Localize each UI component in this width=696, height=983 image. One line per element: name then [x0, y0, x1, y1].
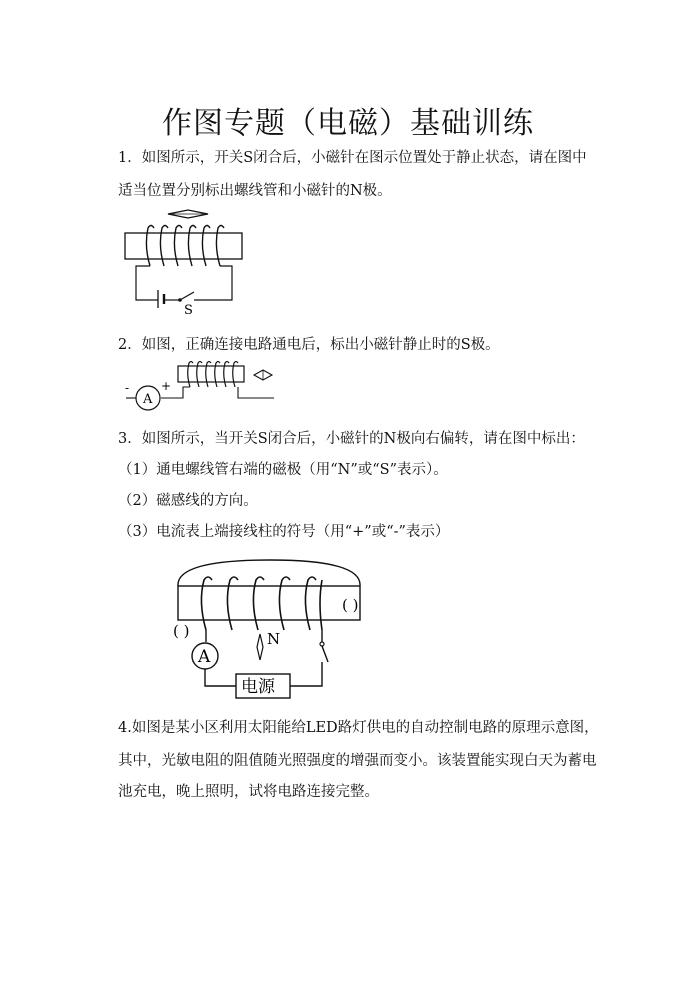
q3-item2: （2）磁感线的方向。	[118, 493, 258, 509]
q1-solenoid-core	[125, 233, 242, 259]
q1-switch-label: S	[184, 303, 193, 316]
q3-compass-needle	[257, 634, 263, 660]
q3-solenoid-core	[178, 586, 360, 620]
q1-figure	[118, 204, 258, 316]
q3-figure	[160, 550, 400, 710]
q3-needle-label: N	[267, 630, 281, 648]
q2-minus-terminal: -	[125, 381, 130, 395]
q2-ammeter-label: A	[143, 392, 153, 407]
q2-line1: 2．如图，正确连接电路通电后，标出小磁针静止时的S极。	[118, 337, 500, 353]
q3-item1: （1）通电螺线管右端的磁极（用“N”或“S”表示）。	[118, 462, 448, 478]
q3-source-label: 电源	[241, 677, 275, 697]
q3-ammeter-label: A	[198, 647, 211, 667]
q2-figure	[118, 357, 288, 413]
q3-right-bracket: ( )	[342, 596, 359, 614]
q2-plus-terminal: +	[161, 379, 172, 393]
q4-line2: 其中，光敏电阻的阻值随光照强度的增强而变小。该装置能实现白天为蓄电	[118, 753, 597, 769]
q1-line1: 1．如图所示，开关S闭合后，小磁针在图示位置处于静止状态，请在图中	[118, 150, 587, 166]
q4-line3: 池充电，晚上照明，试将电路连接完整。	[118, 784, 379, 800]
q3-item3: （3）电流表上端接线柱的符号（用“+”或“-”表示）	[118, 524, 450, 540]
q3-field-line	[178, 560, 360, 586]
q3-switch	[320, 642, 324, 646]
q3-left-bracket: ( )	[173, 622, 190, 640]
q4-line1: 4.如图是某小区利用太阳能给LED路灯供电的自动控制电路的原理示意图，	[118, 720, 599, 736]
page-title: 作图专题（电磁）基础训练	[162, 106, 534, 141]
q1-line2: 适当位置分别标出螺线管和小磁针的N极。	[118, 183, 392, 199]
q3-line1: 3．如图所示，当开关S闭合后，小磁针的N极向右偏转，请在图中标出：	[118, 431, 585, 447]
